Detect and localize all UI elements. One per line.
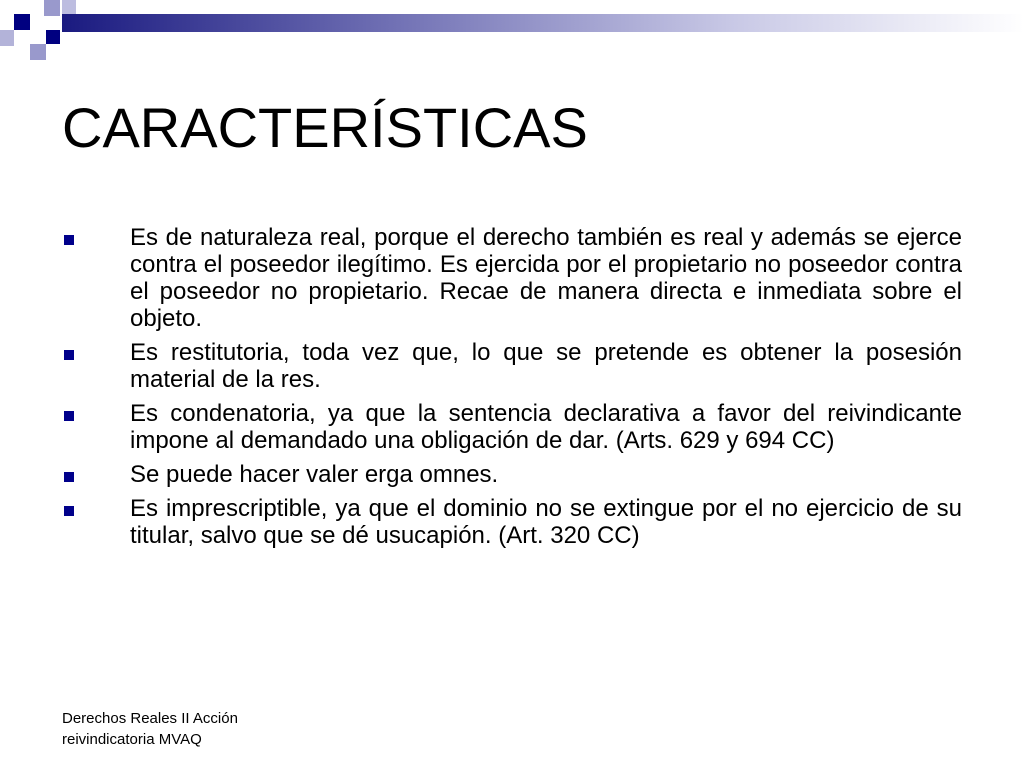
square-bullet-icon [64,472,74,482]
decor-square-1 [14,14,30,30]
slide-title: CARACTERÍSTICAS [62,96,588,159]
slide-footer: Derechos Reales II Acción reivindicatoria MVAQ [62,710,238,748]
bullet-list [62,224,962,556]
decor-square-3 [62,0,76,14]
decor-square-4 [0,30,14,46]
bullet-text: Se puede hacer valer erga omnes. [130,461,499,488]
square-bullet-icon [64,506,74,516]
square-bullet-icon [64,411,74,421]
bullet-item [62,495,962,549]
decor-square-2 [44,0,60,16]
bullet-item [62,400,962,454]
decor-square-5 [30,44,46,60]
bullet-item [62,339,962,393]
decorative-header [0,0,1024,64]
decor-square-6 [46,30,60,44]
bullet-text: Es condenatoria, ya que la sentencia declarativa a favor del reivindicante impone al demandado una obligación de dar. (Arts. 629 y 694 CC) [130,400,962,454]
bullet-item [62,224,962,332]
bullet-item [62,461,962,488]
bullet-text: Es de naturaleza real, porque el derecho también es real y además se ejerce contra el poseedor ilegítimo. Es ejercida por el propietario no poseedor contra el poseedor no propietario. Recae de manera directa e inmediata sobre el objeto. [130,224,962,332]
square-bullet-icon [64,235,74,245]
header-gradient-bar [0,0,1024,64]
square-bullet-icon [64,350,74,360]
bullet-text: Es imprescriptible, ya que el dominio no se extingue por el no ejercicio de su titular, salvo que se dé usucapión. (Art. 320 CC) [130,495,962,549]
bullet-text: Es restitutoria, toda vez que, lo que se pretende es obtener la posesión material de la res. [130,339,962,393]
